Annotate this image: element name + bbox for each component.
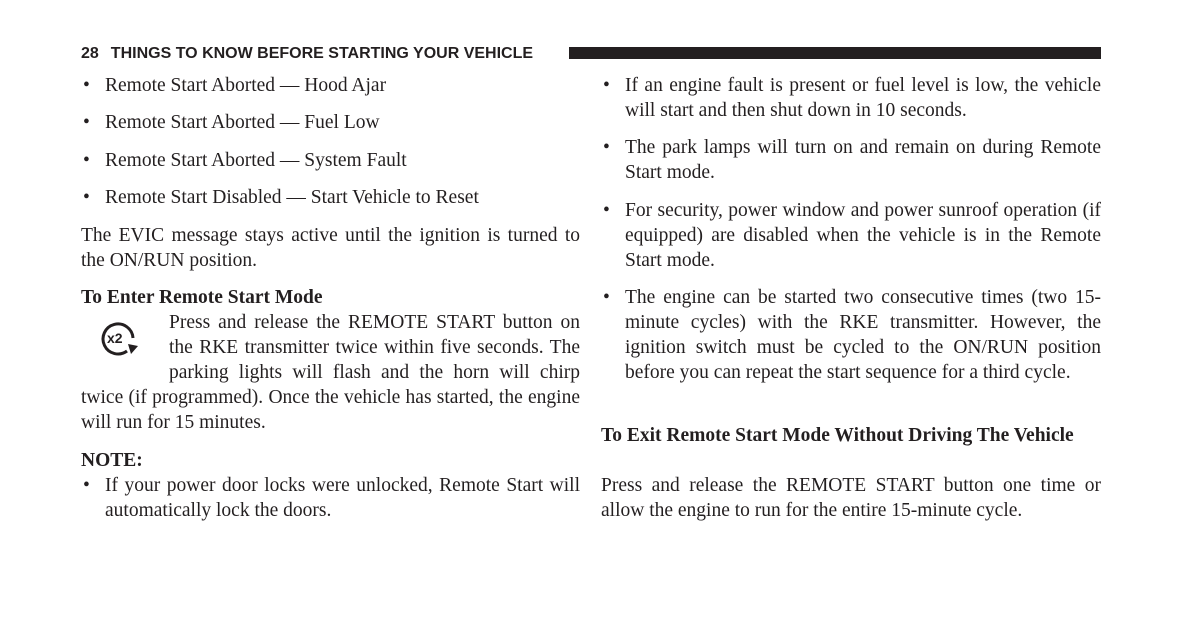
list-item: • If an engine fault is present or fuel level is low, the vehicle will start and then shut down in 10 seconds. [603, 75, 1101, 121]
exit-heading: To Exit Remote Start Mode Without Driving The Vehicle [601, 425, 1074, 446]
header-rule [569, 47, 1101, 59]
enter-section [81, 310, 580, 435]
bullet-text: The park lamps will turn on and remain on during Remote Start mode. [625, 137, 1101, 183]
list-item: • Remote Start Disabled — Start Vehicle to Reset [83, 187, 479, 208]
bullet-text: The engine can be started two consecutive times (two 15-minute cycles) with the RKE transmitter. However, the ignition switch must be cycled to the ON/RUN position before you can repeat the start sequence for a third cycle. [625, 287, 1101, 383]
list-item: • Remote Start Aborted — System Fault [83, 150, 407, 171]
list-item: • The park lamps will turn on and remain on during Remote Start mode. [603, 137, 1101, 183]
remote-start-x2-icon [81, 310, 169, 385]
message-text: Remote Start Aborted — System Fault [105, 150, 407, 171]
note-item: • If your power door locks were unlocked, Remote Start will automatically lock the doors. [83, 475, 580, 521]
bullet-text: If an engine fault is present or fuel level is low, the vehicle will start and then shut down in 10 seconds. [625, 75, 1101, 121]
message-text: Remote Start Aborted — Hood Ajar [105, 75, 387, 96]
chapter-title: THINGS TO KNOW BEFORE STARTING YOUR VEHICLE [110, 45, 534, 62]
running-header [81, 44, 533, 64]
note-heading: NOTE: [81, 450, 143, 471]
list-item: • For security, power window and power sunroof operation (if equipped) are disabled when the vehicle is in the Remote Start mode. [603, 200, 1101, 271]
exit-paragraph: Press and release the REMOTE START button one time or allow the engine to run for the entire 15-minute cycle. [601, 475, 1101, 521]
list-item: • The engine can be started two consecutive times (two 15-minute cycles) with the RKE transmitter. However, the ignition switch must be cycled to the ON/RUN position before you can repeat the start sequence for a third cycle. [603, 287, 1101, 383]
list-item: • Remote Start Aborted — Hood Ajar [83, 75, 387, 96]
note-text: If your power door locks were unlocked, Remote Start will automatically lock the doors. [105, 475, 580, 521]
enter-paragraph: Press and release the REMOTE START button on the RKE transmitter twice within five seconds. The parking lights will flash and the horn will chirp twice (if programmed). Once the vehicle has started, the engine will run for 15 minutes. [81, 312, 580, 433]
bullet-text: For security, power window and power sunroof operation (if equipped) are disabled when the vehicle is in the Remote Start mode. [625, 200, 1101, 271]
list-item: • Remote Start Aborted — Fuel Low [83, 112, 380, 133]
enter-heading: To Enter Remote Start Mode [81, 287, 323, 308]
svg-text:x2: x2 [107, 330, 123, 346]
evic-paragraph: The EVIC message stays active until the ignition is turned to the ON/RUN position. [81, 225, 580, 271]
message-text: Remote Start Disabled — Start Vehicle to Reset [105, 187, 479, 208]
page-number: 28 [81, 45, 99, 62]
message-text: Remote Start Aborted — Fuel Low [105, 112, 380, 133]
